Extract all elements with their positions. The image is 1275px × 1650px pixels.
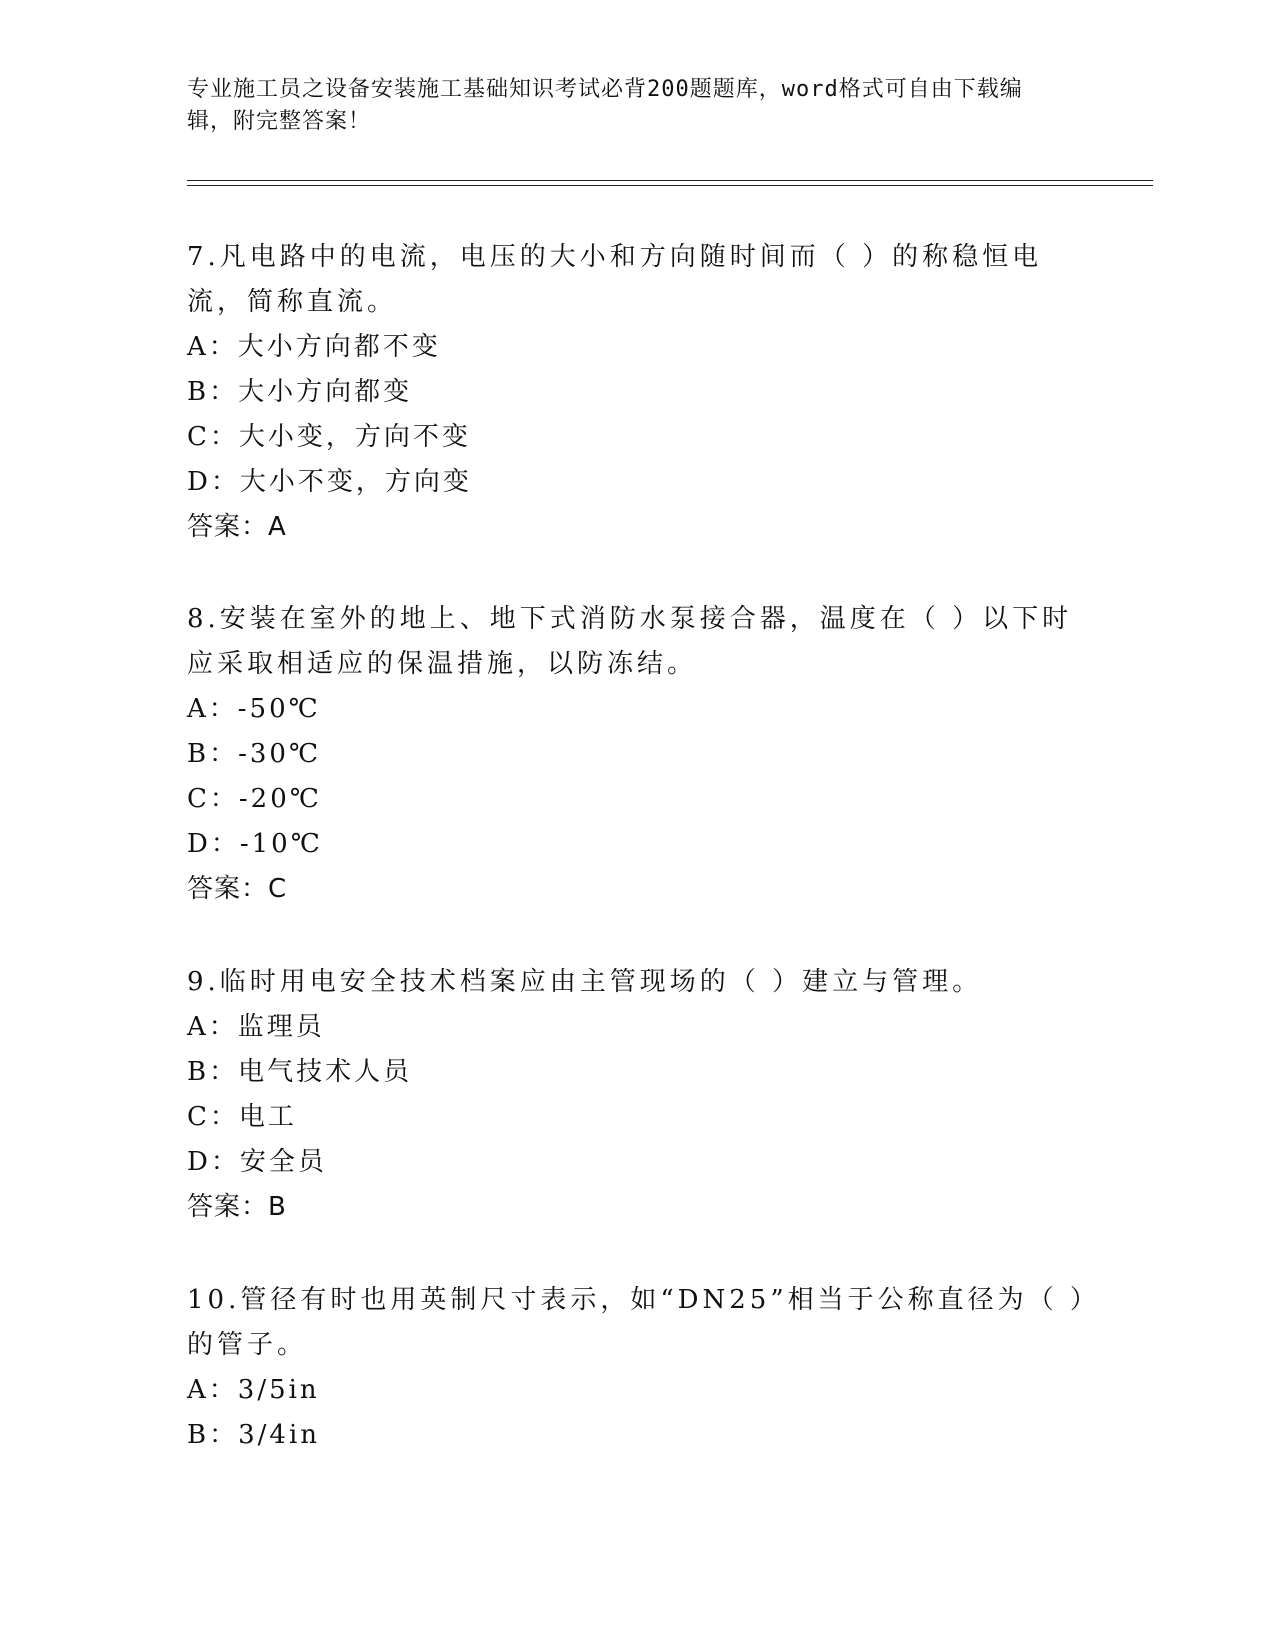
option-a: A：监理员 [187,1012,325,1042]
option-d: D：-10℃ [187,829,323,859]
question-stem: 9.临时用电安全技术档案应由主管现场的（ ）建立与管理。 [187,967,983,997]
option-c: C：-20℃ [187,784,322,814]
answer-line: 答案：A [187,512,287,542]
header-divider-top [187,180,1153,181]
option-a: A：3/5in [187,1375,320,1405]
option-b: B：大小方向都变 [187,377,413,407]
answer-line: 答案：C [187,874,288,904]
header-divider-bottom [187,185,1153,186]
option-d: D：大小不变，方向变 [187,467,472,497]
question-8 [187,597,1087,912]
option-b: B：3/4in [187,1420,321,1450]
option-c: C：大小变，方向不变 [187,422,471,452]
option-b: B：-30℃ [187,739,322,769]
question-stem: 8.安装在室外的地上、地下式消防水泵接合器，温度在（ ）以下时应采取相适应的保温措施，以防冻结。 [187,604,1073,679]
option-a: A：大小方向都不变 [187,332,441,362]
answer-line: 答案：B [187,1192,287,1222]
document-header: 专业施工员之设备安装施工基础知识考试必背200题题库，word格式可自由下载编辑，附完整答案！ [187,77,1023,134]
option-a: A：-50℃ [187,694,321,724]
question-7 [187,235,1087,550]
question-9 [187,960,1087,1230]
option-c: C：电工 [187,1102,297,1132]
option-d: D：安全员 [187,1147,327,1177]
question-stem: 10.管径有时也用英制尺寸表示，如“DN25”相当于公称直径为（ ）的管子。 [187,1285,1087,1360]
option-b: B：电气技术人员 [187,1057,413,1087]
question-10 [187,1278,1087,1458]
question-stem: 7.凡电路中的电流，电压的大小和方向随时间而（ ）的称稳恒电流，简称直流。 [187,242,1043,317]
